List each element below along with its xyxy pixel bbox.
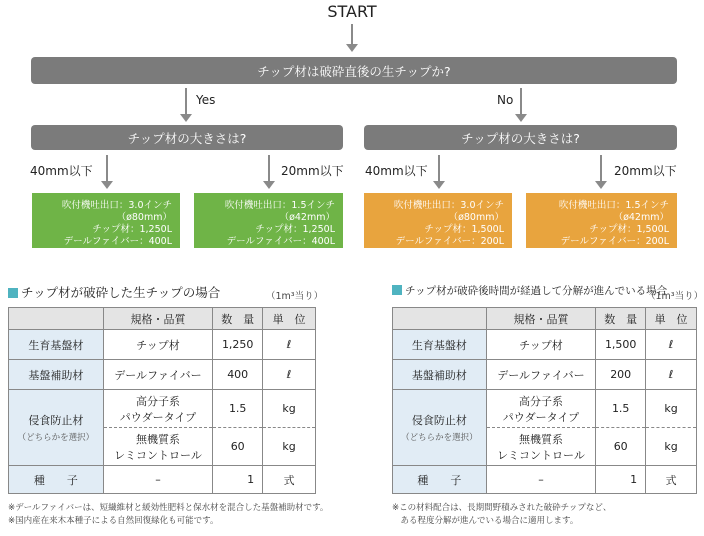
header-qty: 数 量 [213, 308, 263, 330]
no-arrowhead [515, 114, 527, 122]
card-2-line4: デールファイバー：400L [226, 236, 335, 247]
row-qty: 1,250 [213, 330, 263, 360]
row-label-erosion [9, 390, 104, 466]
erosion-label: 侵食防止材 [28, 414, 84, 427]
size-20-right: 20mm以下 [614, 164, 677, 178]
size-40-left: 40mm以下 [30, 164, 93, 178]
note-line: ※国内産在来木本種子による自然回復緑化も可能です。 [8, 516, 219, 526]
row-spec: デールファイバー [103, 360, 213, 390]
row-unit: kg [263, 390, 316, 428]
note-line: ある程度分解が進んでいる場合に適用します。 [392, 516, 579, 526]
row-label: 生育基盤材 [393, 330, 487, 360]
result-card-3 [364, 193, 512, 248]
row-label: 生育基盤材 [9, 330, 104, 360]
table-right-title [392, 283, 667, 298]
card-4-line3: チップ材：1,500L [589, 224, 669, 235]
title-marker-icon [8, 288, 18, 298]
spec-line2: パウダータイプ [502, 410, 580, 424]
header-blank [9, 308, 104, 330]
no-arrow [520, 88, 522, 114]
row-unit: 式 [263, 466, 316, 494]
title-marker-icon [392, 285, 402, 295]
card-2-line1: 吹付機吐出口：1.5インチ [224, 200, 335, 211]
card-3-line3: チップ材：1,500L [424, 224, 504, 235]
row-unit: ℓ [263, 330, 316, 360]
spec-line1: 無機質系 [135, 432, 180, 446]
row-qty: 400 [213, 360, 263, 390]
row-spec: – [486, 466, 596, 494]
erosion-sublabel: （どちらかを選択） [401, 433, 478, 443]
row-label: 種 子 [393, 466, 487, 494]
arrowhead-card3 [433, 181, 445, 189]
arrow-card1 [106, 155, 108, 181]
decision-size-left: チップ材の大きさは? [31, 125, 343, 150]
row-unit: ℓ [646, 360, 697, 390]
spec-line2: レミコントロール [114, 448, 202, 462]
row-label: 基盤補助材 [393, 360, 487, 390]
table-left [8, 307, 316, 494]
card-3-line2: （ø80mm） [448, 212, 504, 223]
row-qty: 60 [213, 428, 263, 466]
card-3-line4: デールファイバー：200L [395, 236, 504, 247]
row-spec: チップ材 [486, 330, 596, 360]
header-unit: 単 位 [646, 308, 697, 330]
card-1-line3: チップ材：1,250L [92, 224, 172, 235]
row-spec: – [103, 466, 213, 494]
spec-line1: 無機質系 [518, 432, 563, 446]
table-right-notes [392, 502, 611, 528]
row-spec [486, 390, 596, 428]
card-1-line2: （ø80mm） [116, 212, 172, 223]
header-blank [393, 308, 487, 330]
row-qty: 1 [596, 466, 646, 494]
size-20-left: 20mm以下 [281, 164, 344, 178]
result-card-2 [194, 193, 343, 248]
arrow-card2 [268, 155, 270, 181]
start-label: START [327, 2, 377, 21]
row-spec: チップ材 [103, 330, 213, 360]
erosion-label: 侵食防止材 [411, 414, 467, 427]
note-line: ※デールファイバーは、短繊維材と緩効性肥料と保水材を混合した基盤補助材です。 [8, 503, 329, 513]
card-1-line4: デールファイバー：400L [63, 236, 172, 247]
card-1-line1: 吹付機吐出口：3.0インチ [61, 200, 172, 211]
row-unit: kg [646, 428, 697, 466]
table-right [392, 307, 697, 494]
row-qty: 60 [596, 428, 646, 466]
header-unit: 単 位 [263, 308, 316, 330]
decision-size-right: チップ材の大きさは? [364, 125, 677, 150]
arrow-card4 [600, 155, 602, 181]
table-left-unit: （1m³当り） [266, 291, 324, 302]
spec-line1: 高分子系 [518, 394, 563, 408]
row-label: 基盤補助材 [9, 360, 104, 390]
table-right-title-text: チップ材が破砕後時間が経過して分解が進んでいる場合 [405, 285, 668, 297]
card-2-line3: チップ材：1,250L [255, 224, 335, 235]
card-4-line4: デールファイバー：200L [560, 236, 669, 247]
row-qty: 200 [596, 360, 646, 390]
branch-yes-label: Yes [196, 93, 216, 107]
decision-main: チップ材は破砕直後の生チップか? [31, 57, 677, 84]
row-qty: 1,500 [596, 330, 646, 360]
arrowhead-card2 [263, 181, 275, 189]
arrow-card3 [438, 155, 440, 181]
table-right-unit: （1m³当り） [646, 291, 704, 302]
table-left-title [8, 283, 220, 301]
arrowhead-card1 [101, 181, 113, 189]
table-left-notes [8, 502, 328, 528]
arrowhead-card4 [595, 181, 607, 189]
row-spec: デールファイバー [486, 360, 596, 390]
card-3-line1: 吹付機吐出口：3.0インチ [393, 200, 504, 211]
yes-arrow [185, 88, 187, 114]
erosion-sublabel: （どちらかを選択） [17, 433, 95, 443]
row-spec [486, 428, 596, 466]
note-line: ※この材料配合は、長期間野積みされた破砕チップなど、 [392, 503, 612, 513]
row-unit: ℓ [646, 330, 697, 360]
spec-line1: 高分子系 [135, 394, 180, 408]
size-40-right: 40mm以下 [365, 164, 428, 178]
row-spec [103, 428, 213, 466]
start-arrow [351, 24, 353, 44]
row-qty: 1 [213, 466, 263, 494]
header-spec: 規格・品質 [486, 308, 596, 330]
branch-no-label: No [497, 93, 514, 107]
result-card-1 [32, 193, 180, 248]
row-unit: kg [263, 428, 316, 466]
row-unit: 式 [646, 466, 697, 494]
row-qty: 1.5 [596, 390, 646, 428]
card-2-line2: （ø42mm） [279, 212, 335, 223]
row-unit: ℓ [263, 360, 316, 390]
row-label-erosion [393, 390, 487, 466]
result-card-4 [526, 193, 677, 248]
card-4-line2: （ø42mm） [613, 212, 669, 223]
table-left-title-text: チップ材が破砕した生チップの場合 [21, 285, 221, 300]
row-unit: kg [646, 390, 697, 428]
header-spec: 規格・品質 [103, 308, 213, 330]
header-qty: 数 量 [596, 308, 646, 330]
spec-line2: パウダータイプ [119, 410, 197, 424]
row-qty: 1.5 [213, 390, 263, 428]
card-4-line1: 吹付機吐出口：1.5インチ [558, 200, 669, 211]
row-label: 種 子 [9, 466, 104, 494]
yes-arrowhead [180, 114, 192, 122]
start-arrowhead [346, 44, 358, 52]
row-spec [103, 390, 213, 428]
spec-line2: レミコントロール [497, 448, 585, 462]
